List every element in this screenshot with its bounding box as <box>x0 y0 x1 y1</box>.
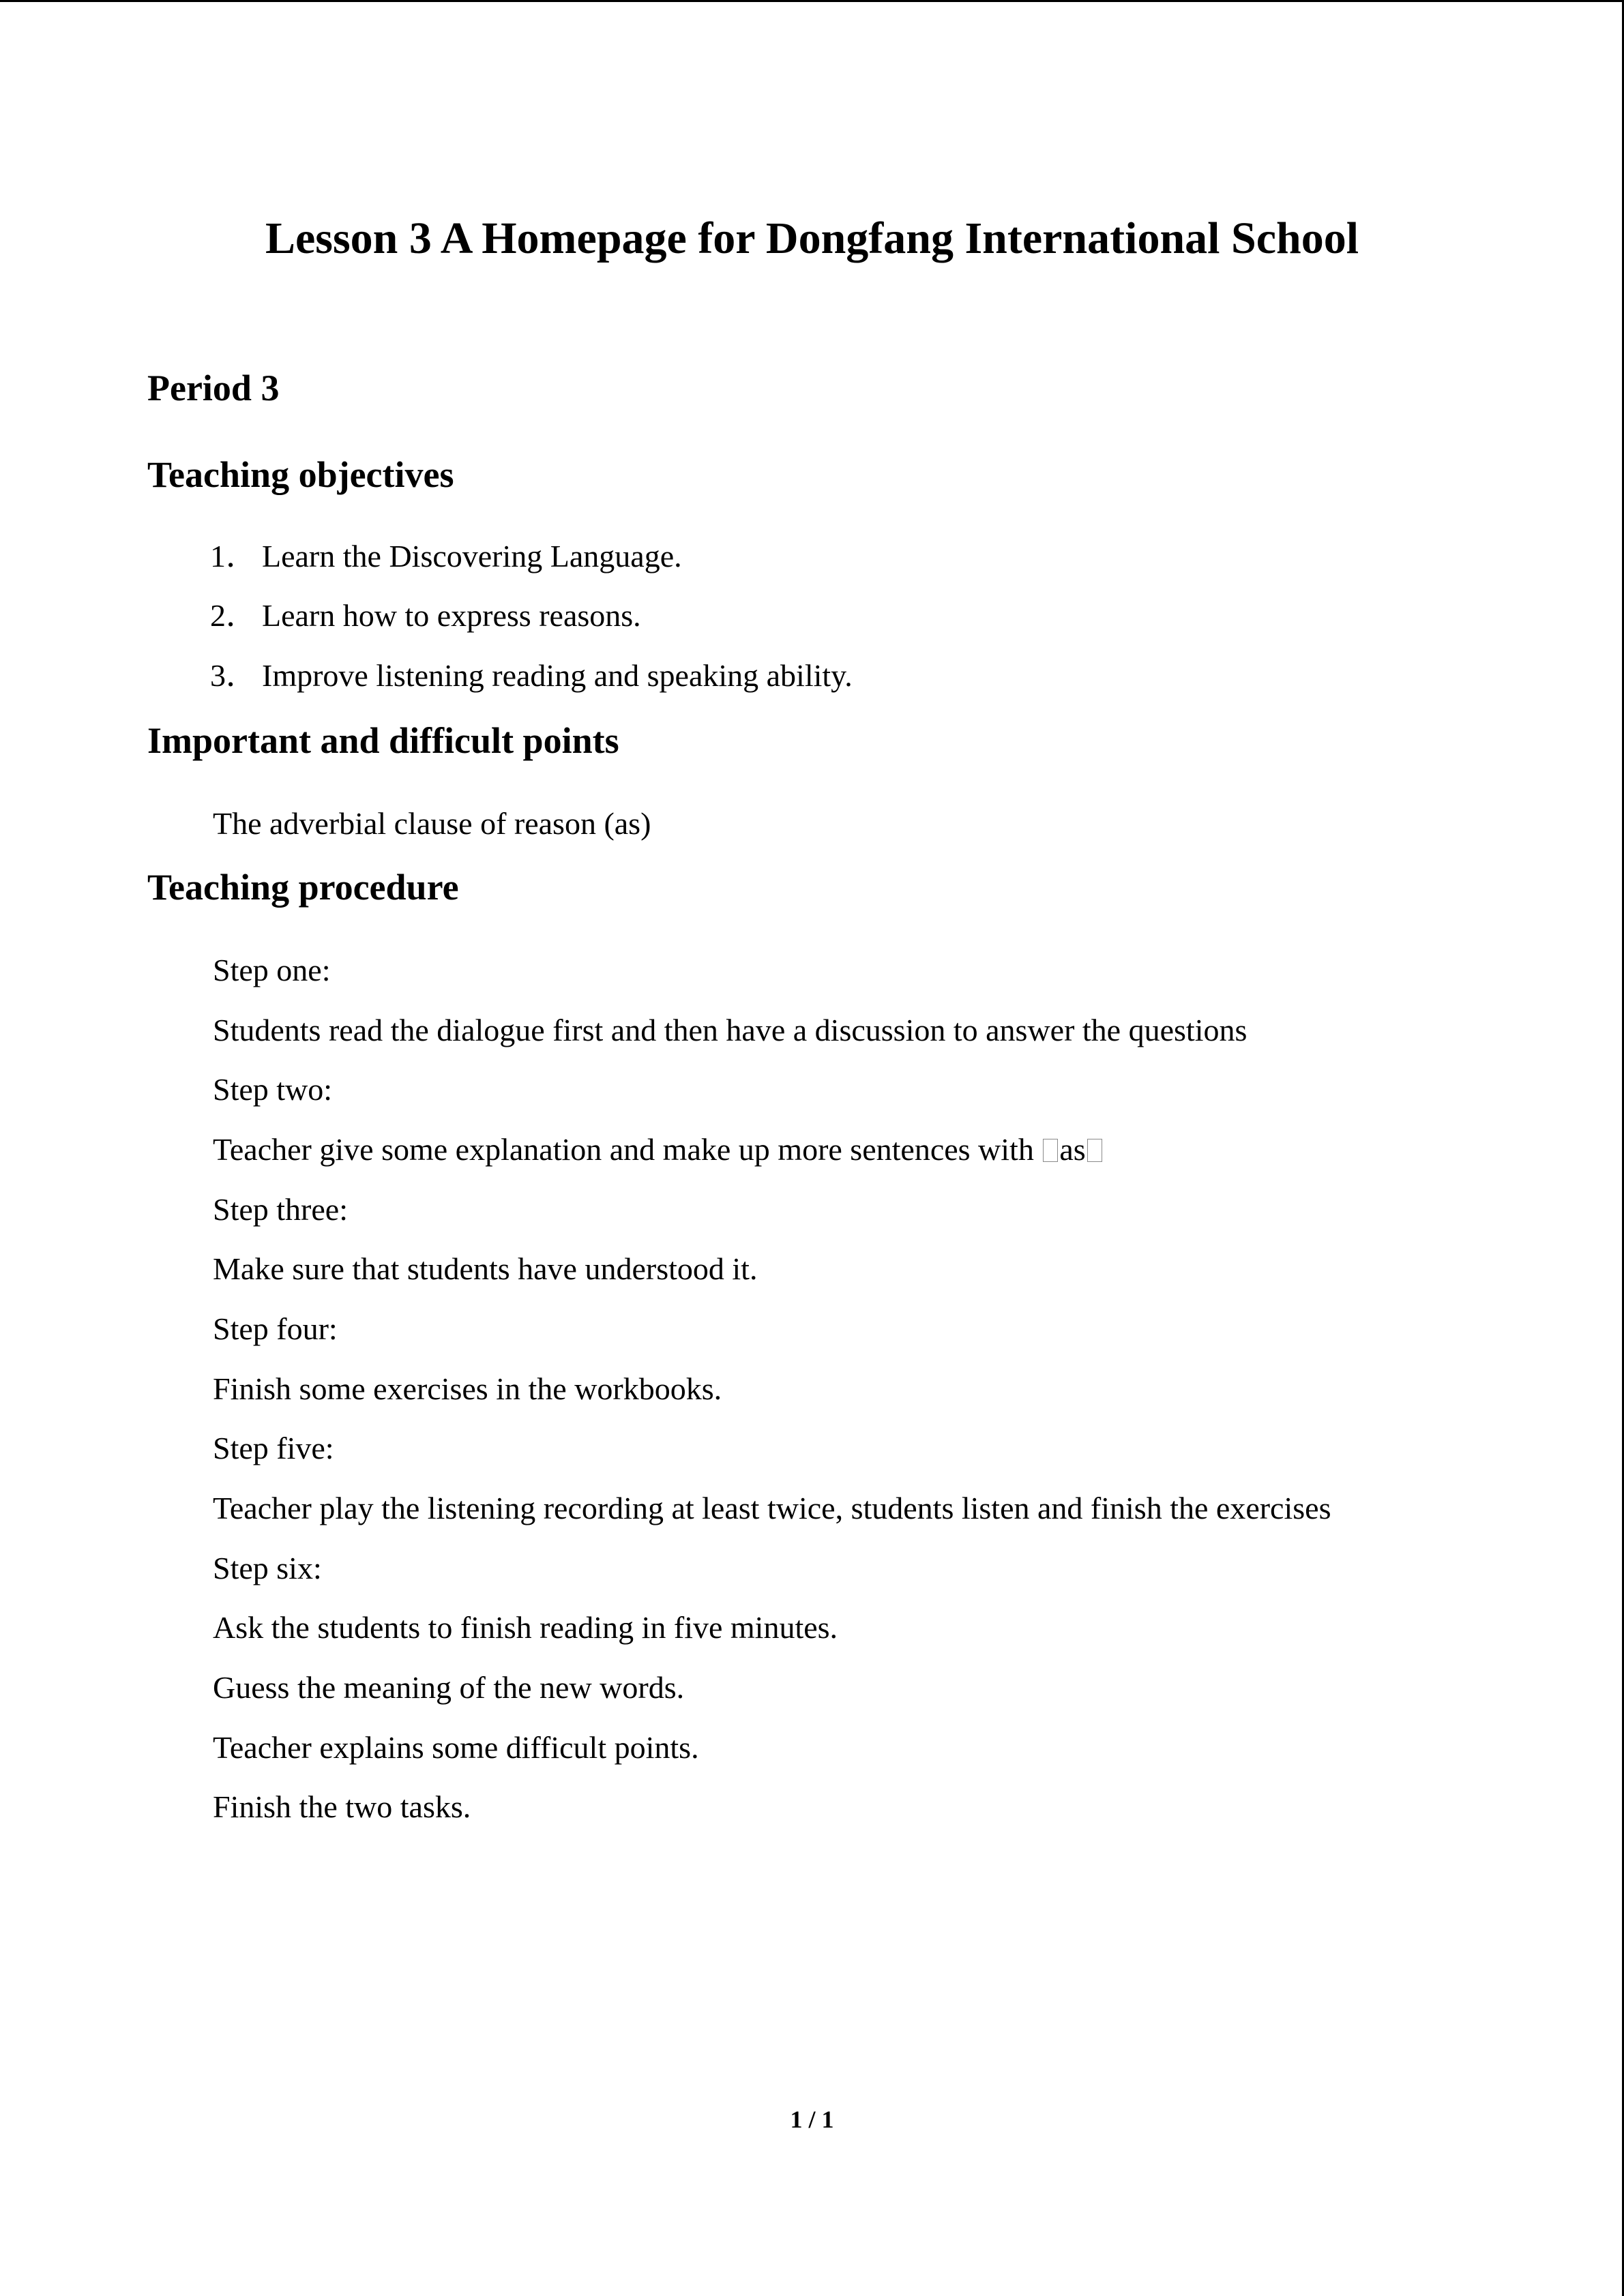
objectives-heading: Teaching objectives <box>147 454 454 495</box>
quoted-word: as <box>1059 1132 1086 1167</box>
page-border-top <box>0 0 1624 2</box>
page-number: 1 / 1 <box>790 2106 834 2133</box>
objective-number: 3． <box>210 658 257 693</box>
objective-item <box>210 536 682 577</box>
objective-item <box>210 655 853 696</box>
procedure-step-text: Guess the meaning of the new words. <box>213 1670 685 1705</box>
objective-number: 2． <box>210 598 257 633</box>
procedure-step-text: Finish some exercises in the workbooks. <box>213 1371 722 1406</box>
objective-item <box>210 595 641 636</box>
missing-glyph-icon <box>1087 1139 1102 1162</box>
procedure-step-text: Make sure that students have understood it. <box>213 1251 758 1286</box>
important-points-heading: Important and difficult points <box>147 720 619 761</box>
procedure-step-label: Step five: <box>213 1431 334 1465</box>
procedure-step-text: Teacher play the listening recording at least twice, students listen and finish the exercises <box>213 1491 1331 1525</box>
procedure-step-text-main: Teacher give some explanation and make up more sentences with <box>213 1132 1042 1167</box>
procedure-step-label: Step four: <box>213 1311 338 1346</box>
period-heading: Period 3 <box>147 368 280 408</box>
procedure-step-label: Step six: <box>213 1551 322 1585</box>
objective-text: Learn the Discovering Language. <box>262 539 682 573</box>
procedure-step-text <box>213 1129 1104 1170</box>
procedure-step-text: Teacher explains some difficult points. <box>213 1730 699 1765</box>
procedure-step-text: Finish the two tasks. <box>213 1789 471 1824</box>
procedure-step-text: Students read the dialogue first and then have a discussion to answer the questions <box>213 1013 1247 1047</box>
procedure-step-label: Step one: <box>213 953 331 987</box>
document-title: Lesson 3 A Homepage for Dongfang International School <box>265 213 1359 263</box>
procedure-heading: Teaching procedure <box>147 867 459 908</box>
procedure-step-label: Step three: <box>213 1192 348 1227</box>
objective-text: Learn how to express reasons. <box>262 598 641 633</box>
objective-number: 1． <box>210 539 257 573</box>
important-points-text: The adverbial clause of reason (as) <box>213 806 651 841</box>
procedure-step-text: Ask the students to finish reading in five minutes. <box>213 1610 838 1645</box>
objective-text: Improve listening reading and speaking ability. <box>262 658 853 693</box>
procedure-step-label: Step two: <box>213 1072 333 1107</box>
missing-glyph-icon <box>1043 1139 1058 1162</box>
